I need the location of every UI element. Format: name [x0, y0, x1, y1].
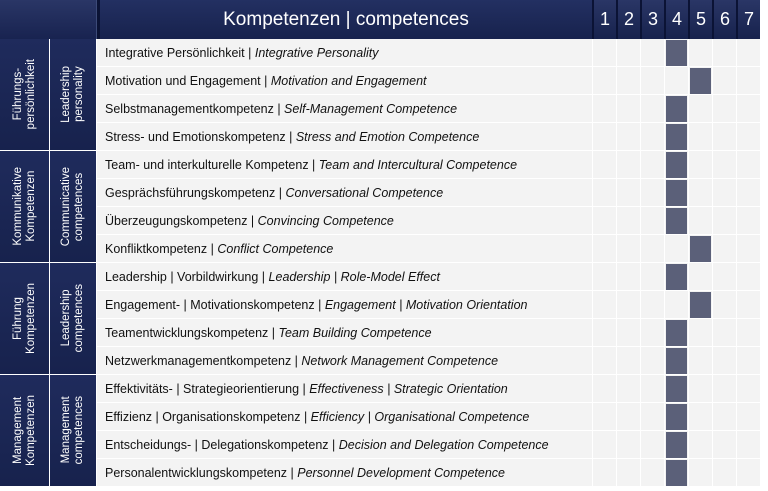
competence-label: [97, 263, 592, 291]
level-header-7: 7: [736, 0, 760, 39]
level-mark: [690, 236, 711, 262]
level-cell-6: [712, 291, 736, 319]
header-corner: [0, 0, 97, 39]
competence-de: Team- und interkulturelle Kompetenz |: [105, 157, 319, 172]
level-cell-5: [688, 431, 712, 459]
competence-label: [97, 375, 592, 403]
competence-en: Self-Management Competence: [284, 101, 458, 116]
level-cell-6: [712, 459, 736, 487]
level-mark: [666, 348, 687, 374]
level-cell-2: [616, 375, 640, 403]
level-mark: [690, 68, 711, 94]
level-cell-2: [616, 459, 640, 487]
level-mark: [666, 180, 687, 206]
group-label-en-text: Leadership competences: [60, 284, 85, 353]
level-cell-2: [616, 235, 640, 263]
level-cell-3: [640, 403, 664, 431]
group-label-de: [0, 39, 50, 151]
competence-de: Leadership | Vorbildwirkung |: [105, 269, 269, 284]
level-cell-1: [592, 291, 616, 319]
competence-en: Conflict Competence: [217, 241, 334, 256]
level-cell-7: [736, 123, 760, 151]
level-cell-5: [688, 319, 712, 347]
level-cell-6: [712, 207, 736, 235]
level-cell-6: [712, 95, 736, 123]
level-cell-2: [616, 39, 640, 67]
level-cell-7: [736, 291, 760, 319]
level-cell-2: [616, 123, 640, 151]
level-header-3: 3: [640, 0, 664, 39]
level-cell-3: [640, 39, 664, 67]
level-cell-7: [736, 375, 760, 403]
level-cell-6: [712, 235, 736, 263]
level-cell-4: [664, 151, 688, 179]
level-cell-6: [712, 319, 736, 347]
group-label-de: [0, 151, 50, 263]
level-cell-7: [736, 95, 760, 123]
level-cell-4: [664, 67, 688, 95]
level-cell-4: [664, 235, 688, 263]
group-label-de-text: Kommunikative Kompetenzen: [11, 167, 37, 246]
competence-en: Decision and Delegation Competence: [338, 437, 549, 452]
level-cell-7: [736, 347, 760, 375]
competence-de: Selbstmanagementkompetenz |: [105, 101, 285, 116]
level-cell-3: [640, 123, 664, 151]
competence-label: [97, 67, 592, 95]
level-cell-4: [664, 459, 688, 487]
level-cell-4: [664, 207, 688, 235]
competence-label: [97, 207, 592, 235]
level-mark: [666, 432, 687, 458]
level-cell-6: [712, 431, 736, 459]
level-cell-2: [616, 403, 640, 431]
level-header-1: 1: [592, 0, 616, 39]
competence-en: Network Management Competence: [301, 353, 499, 368]
level-cell-6: [712, 39, 736, 67]
competence-de: Effizienz | Organisationskompetenz |: [105, 409, 311, 424]
level-cell-1: [592, 319, 616, 347]
level-mark: [666, 40, 687, 66]
level-header-4: 4: [664, 0, 688, 39]
level-cell-5: [688, 207, 712, 235]
level-cell-4: [664, 403, 688, 431]
group-label-en-text: Management competences: [60, 396, 85, 465]
level-cell-3: [640, 207, 664, 235]
level-cell-5: [688, 403, 712, 431]
group-label-de-text: Management Kompetenzen: [11, 395, 37, 466]
competence-en: Efficiency | Organisational Competence: [310, 409, 530, 424]
level-cell-6: [712, 403, 736, 431]
level-cell-3: [640, 459, 664, 487]
competence-label: [97, 235, 592, 263]
level-cell-4: [664, 95, 688, 123]
group-label-en: [50, 375, 97, 487]
level-cell-1: [592, 151, 616, 179]
competence-de: Entscheidungs- | Delegationskompetenz |: [105, 437, 339, 452]
level-cell-4: [664, 179, 688, 207]
level-mark: [666, 460, 687, 486]
level-cell-5: [688, 123, 712, 151]
level-cell-2: [616, 95, 640, 123]
level-cell-6: [712, 67, 736, 95]
header-title: Kompetenzen | competences: [97, 0, 592, 39]
competence-de: Teamentwicklungskompetenz |: [105, 325, 279, 340]
group-label-en: [50, 151, 97, 263]
competence-de: Integrative Persönlichkeit |: [105, 45, 255, 60]
level-cell-7: [736, 263, 760, 291]
level-cell-6: [712, 375, 736, 403]
level-cell-7: [736, 235, 760, 263]
level-header-5: 5: [688, 0, 712, 39]
competence-en: Convincing Competence: [257, 213, 394, 228]
level-cell-1: [592, 123, 616, 151]
level-cell-2: [616, 67, 640, 95]
level-cell-1: [592, 39, 616, 67]
competence-label: [97, 347, 592, 375]
competence-de: Stress- und Emotionskompetenz |: [105, 129, 296, 144]
level-cell-7: [736, 151, 760, 179]
level-mark: [666, 124, 687, 150]
level-cell-1: [592, 375, 616, 403]
level-cell-7: [736, 459, 760, 487]
level-cell-3: [640, 375, 664, 403]
level-cell-3: [640, 95, 664, 123]
level-cell-2: [616, 347, 640, 375]
level-cell-6: [712, 151, 736, 179]
competence-en: Engagement | Motivation Orientation: [324, 297, 528, 312]
group-label-en: [50, 263, 97, 375]
level-cell-3: [640, 235, 664, 263]
group-label-de-text: Führungs- persönlichkeit: [11, 59, 37, 130]
level-cell-5: [688, 95, 712, 123]
level-cell-3: [640, 431, 664, 459]
level-cell-5: [688, 235, 712, 263]
level-cell-4: [664, 123, 688, 151]
level-cell-7: [736, 431, 760, 459]
group-label-de: [0, 375, 50, 487]
level-mark: [666, 152, 687, 178]
competence-de: Personalentwicklungskompetenz |: [105, 465, 298, 480]
level-cell-1: [592, 347, 616, 375]
level-cell-5: [688, 291, 712, 319]
competence-label: [97, 459, 592, 487]
level-mark: [666, 208, 687, 234]
level-cell-6: [712, 347, 736, 375]
level-cell-2: [616, 151, 640, 179]
level-cell-3: [640, 151, 664, 179]
level-cell-3: [640, 179, 664, 207]
competence-de: Überzeugungskompetenz |: [105, 213, 258, 228]
level-header-6: 6: [712, 0, 736, 39]
level-cell-7: [736, 39, 760, 67]
competence-en: Personnel Development Competence: [297, 465, 506, 480]
level-cell-3: [640, 347, 664, 375]
level-mark: [666, 320, 687, 346]
level-cell-6: [712, 123, 736, 151]
level-cell-7: [736, 67, 760, 95]
group-label-en-text: Communicative competences: [60, 166, 85, 247]
competence-de: Engagement- | Motivationskompetenz |: [105, 297, 325, 312]
level-cell-3: [640, 291, 664, 319]
level-cell-6: [712, 179, 736, 207]
competence-en: Team and Intercultural Competence: [318, 157, 518, 172]
competence-en: Stress and Emotion Competence: [295, 129, 480, 144]
level-cell-7: [736, 179, 760, 207]
level-cell-1: [592, 95, 616, 123]
competence-de: Gesprächsführungskompetenz |: [105, 185, 286, 200]
level-cell-4: [664, 347, 688, 375]
level-cell-4: [664, 39, 688, 67]
level-cell-5: [688, 263, 712, 291]
competence-label: [97, 431, 592, 459]
level-cell-3: [640, 263, 664, 291]
level-mark: [666, 404, 687, 430]
competence-label: [97, 39, 592, 67]
group-label-en: [50, 39, 97, 151]
competence-de: Effektivitäts- | Strategieorientierung |: [105, 381, 310, 396]
level-cell-4: [664, 319, 688, 347]
level-cell-2: [616, 179, 640, 207]
level-cell-2: [616, 319, 640, 347]
level-cell-2: [616, 263, 640, 291]
competence-en: Team Building Competence: [278, 325, 432, 340]
competence-label: [97, 179, 592, 207]
level-cell-6: [712, 263, 736, 291]
level-cell-1: [592, 403, 616, 431]
level-cell-2: [616, 291, 640, 319]
competence-de: Konfliktkompetenz |: [105, 241, 218, 256]
level-cell-7: [736, 403, 760, 431]
competence-label: [97, 403, 592, 431]
level-cell-5: [688, 375, 712, 403]
level-cell-2: [616, 431, 640, 459]
level-cell-1: [592, 459, 616, 487]
competence-label: [97, 123, 592, 151]
level-header-2: 2: [616, 0, 640, 39]
group-label-de-text: Führung Kompetenzen: [11, 283, 37, 354]
level-cell-5: [688, 67, 712, 95]
level-cell-1: [592, 67, 616, 95]
level-cell-5: [688, 347, 712, 375]
level-mark: [666, 96, 687, 122]
competence-en: Effectiveness | Strategic Orientation: [309, 381, 508, 396]
level-cell-4: [664, 291, 688, 319]
level-cell-1: [592, 263, 616, 291]
competence-en: Motivation and Engagement: [270, 73, 427, 88]
level-cell-3: [640, 67, 664, 95]
level-cell-4: [664, 431, 688, 459]
competence-label: [97, 291, 592, 319]
competence-de: Motivation und Engagement |: [105, 73, 271, 88]
level-cell-5: [688, 179, 712, 207]
level-cell-5: [688, 151, 712, 179]
level-cell-5: [688, 459, 712, 487]
level-cell-1: [592, 431, 616, 459]
level-cell-7: [736, 207, 760, 235]
level-cell-1: [592, 179, 616, 207]
competence-label: [97, 319, 592, 347]
competence-label: [97, 95, 592, 123]
level-cell-4: [664, 375, 688, 403]
level-mark: [666, 376, 687, 402]
group-label-de: [0, 263, 50, 375]
group-label-en-text: Leadership personality: [60, 66, 85, 123]
level-cell-4: [664, 263, 688, 291]
competence-en: Integrative Personality: [254, 45, 379, 60]
competence-label: [97, 151, 592, 179]
level-cell-3: [640, 319, 664, 347]
competence-en: Conversational Competence: [285, 185, 444, 200]
level-cell-1: [592, 207, 616, 235]
competence-en: Leadership | Role-Model Effect: [268, 269, 440, 284]
level-cell-5: [688, 39, 712, 67]
level-mark: [690, 292, 711, 318]
competence-de: Netzwerkmanagementkompetenz |: [105, 353, 302, 368]
level-mark: [666, 264, 687, 290]
level-cell-1: [592, 235, 616, 263]
level-cell-7: [736, 319, 760, 347]
level-cell-2: [616, 207, 640, 235]
